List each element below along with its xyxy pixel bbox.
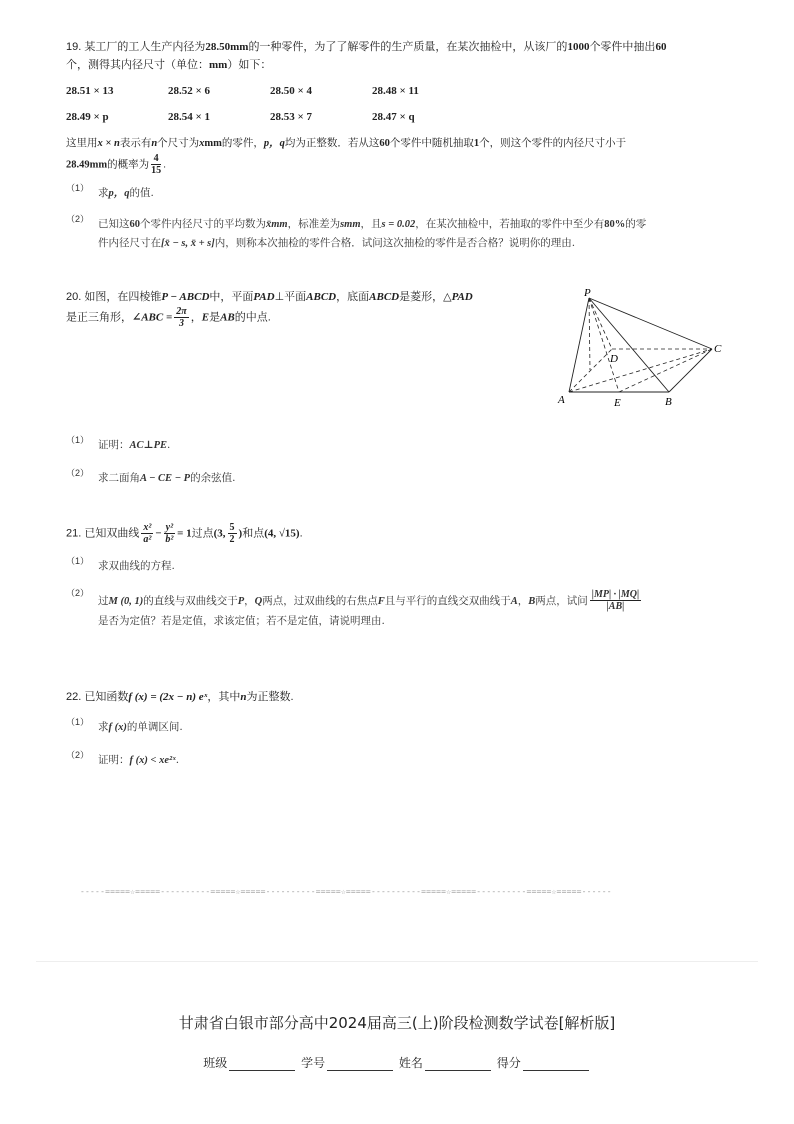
q19-data-cell: 28.52 × 6 [168, 85, 211, 97]
q19-total: 1000 [567, 41, 590, 53]
q21-subquestion-1 [66, 557, 726, 575]
q22-text: 为正整数. [246, 691, 294, 703]
q22-subquestion-2 [66, 751, 726, 770]
q19-text: 均为正整数．若从这 [284, 137, 380, 149]
fraction-numerator: x² [143, 522, 152, 533]
q22-math: n [240, 691, 247, 703]
fraction-numerator: 5 [229, 522, 235, 533]
subquestion-number: （1） [66, 183, 90, 193]
q19-math: 60 [379, 138, 390, 149]
q21-frac-point [228, 522, 237, 545]
q19-data-row-2 [66, 108, 726, 126]
edge-P-foot [589, 298, 590, 370]
q20-text: 是正三角形， [66, 311, 132, 324]
q20-math: P − ABCD [161, 291, 210, 303]
vertex-label-D: D [610, 353, 618, 365]
q19-sub2-text: 已知这 [98, 218, 130, 230]
q20-sub1-math: AC⊥PE [129, 440, 168, 451]
q21-math: − [155, 527, 162, 540]
vertex-label-P: P [584, 287, 591, 299]
q21-math: (3, [213, 527, 226, 540]
q21-sub2-text: ， [244, 594, 255, 607]
q22-sub2-math: f (x) < xe²ˣ [129, 755, 176, 766]
q22-sub1-text: 的单调区间. [126, 721, 183, 733]
q21-text: . [299, 527, 303, 540]
q19-math: 28.49mm [66, 159, 108, 171]
student-id-label: 学号 [301, 1056, 326, 1070]
q19-text: 个，则这个零件的内径尺寸小于 [479, 137, 627, 149]
student-id-blank[interactable] [327, 1058, 393, 1071]
student-info-fields [0, 1054, 794, 1071]
q21-sub2-math: M (0, 1) [108, 595, 144, 607]
q19-math: x × n [97, 138, 120, 149]
q21-sub2-text: 是否为定值？若是定值，求该定值；若不是定值，请说明理由. [98, 615, 385, 627]
q20-text: 的中点. [234, 311, 271, 324]
q20-sub1-text: 证明： [98, 439, 130, 451]
q21-math: (4, √15) [264, 527, 300, 540]
q20-subquestions [66, 432, 726, 488]
q21-math: ) [238, 527, 243, 540]
edge-PA [569, 298, 589, 392]
q19-math: p，q [263, 138, 285, 149]
q19-text: 的一种零件，为了了解零件的生产质量，在某次抽检中，从该厂的 [248, 41, 568, 53]
page-separator [36, 961, 758, 962]
class-blank[interactable] [229, 1058, 295, 1071]
q19-sub2-text: 内，则称本次抽检的零件合格．试问这次抽检的零件是否合格？说明你的理由. [214, 237, 576, 249]
q21-text: 过点 [191, 527, 214, 540]
q19-text: 个尺寸为 [157, 137, 200, 149]
q19-math: 1 [473, 138, 480, 149]
q19-data-cell: 28.51 × 13 [66, 85, 114, 97]
q19-probability-fraction [151, 153, 161, 176]
q22-sub2-text: 证明： [98, 754, 130, 766]
q21-sub2-text: 且与平行的直线交双曲线于 [384, 594, 511, 607]
edge-PB [589, 298, 669, 392]
class-label: 班级 [203, 1056, 228, 1070]
question-21-stem [66, 522, 726, 545]
q19-sub2-text: 件内径尺寸在 [98, 237, 161, 249]
q21-sub2-text: 过 [98, 594, 109, 607]
question-20 [66, 288, 546, 329]
q19-unit: mm [209, 59, 228, 71]
fraction-numerator: 2π [176, 306, 187, 317]
question-22 [66, 688, 726, 770]
q20-math: ABCD [306, 291, 337, 303]
fraction-denominator: b² [165, 534, 174, 545]
q20-sub2-text: 求二面角 [98, 472, 140, 484]
name-label: 姓名 [398, 1056, 423, 1070]
score-label: 得分 [496, 1056, 521, 1070]
vertex-label-C: C [714, 343, 722, 355]
q21-sub2-math: A [510, 595, 518, 607]
q22-sub1-text: 求 [98, 721, 109, 733]
edge-PE [589, 298, 619, 392]
q19-text: 的零件， [221, 137, 264, 149]
fraction-denominator: a² [143, 534, 152, 545]
subquestion-number: （1） [66, 435, 90, 445]
q19-sub1-math: p，q [108, 188, 130, 199]
q21-math: = 1 [177, 527, 192, 540]
q21-sub2-text: 两点，试问 [535, 594, 588, 607]
q19-sub1-text: 的值. [129, 187, 154, 199]
name-blank[interactable] [425, 1058, 491, 1071]
q20-subquestion-1 [66, 436, 726, 455]
q19-sub2-math: [x̄ − s, x̄ + s] [161, 238, 215, 249]
fraction-denominator: 3 [178, 318, 184, 329]
q20-math: ∠ABC = [132, 311, 173, 324]
fraction-denominator: 15 [151, 165, 162, 176]
fraction-denominator: |AB| [606, 601, 625, 612]
q20-text: ， [190, 311, 202, 324]
q20-math: E [201, 311, 210, 324]
q19-sub2-math: x̄mm [266, 219, 288, 230]
cut-line-divider: -----=====☆=====----------=====☆=====----------=====☆=====----------=====☆=====----------=====☆=====------ [80, 887, 612, 896]
question-19 [66, 38, 726, 253]
q20-math: ABCD [369, 291, 400, 303]
q19-data-cell: 28.54 × 1 [168, 111, 211, 123]
q20-sub2-math: A − CE − P [140, 473, 191, 484]
score-blank[interactable] [523, 1058, 589, 1071]
q20-text: 20. 如图，在四棱锥 [66, 291, 162, 303]
subquestion-number: （2） [66, 588, 90, 598]
q19-sub1-text: 求 [98, 187, 109, 199]
q19-text: 的概率为 [107, 158, 150, 171]
q20-math: ⊥ [274, 291, 285, 303]
q19-explanation [66, 134, 726, 176]
subquestion-number: （2） [66, 214, 90, 224]
q19-data-cell: 28.47 × q [372, 111, 415, 123]
q21-sub2-text: 的直线与双曲线交于 [143, 594, 238, 607]
q19-text: 个零件中随机抽取 [389, 137, 474, 149]
exam-title: 甘肃省白银市部分高中2024届高三(上)阶段检测数学试卷[解析版] [178, 1014, 616, 1032]
q19-sub2-math: 80% [604, 219, 626, 230]
q19-text: 这里用 [66, 137, 98, 149]
q21-text: 21. 已知双曲线 [66, 527, 140, 540]
q21-subquestion-2 [66, 589, 726, 630]
q19-text: ）如下： [227, 59, 272, 71]
q21-sub2-math: B [528, 595, 536, 607]
q19-sub2-text: ，在某次抽检中，若抽取的零件中至少有 [415, 218, 605, 230]
q20-math: AB [220, 311, 235, 324]
q19-text: 19. 某工厂的工人生产内径为 [66, 41, 206, 53]
q21-frac-y [164, 522, 175, 545]
q19-data-cell: 28.49 × p [66, 111, 109, 123]
fraction-numerator: 4 [151, 153, 161, 165]
q19-diameter: 28.50mm [205, 41, 249, 53]
q21-sub2-text: 两点，过双曲线的右焦点 [262, 594, 378, 607]
q19-sub2-text: ，且 [360, 218, 382, 230]
question-21 [66, 522, 726, 630]
q20-sub2-text: 的余弦值. [190, 472, 236, 484]
q21-sub2-text: ， [517, 594, 529, 607]
q21-sub2-math: Q [254, 595, 263, 607]
vertex-label-B: B [665, 396, 672, 408]
question-20-stem [66, 288, 546, 329]
q19-subquestion-1 [66, 184, 726, 203]
q19-sub2-text: ，标准差为 [287, 218, 341, 230]
q21-text: 和点 [242, 527, 265, 540]
q20-sub1-text: . [167, 439, 171, 451]
q19-math: mm [204, 138, 222, 149]
subquestion-number: （1） [66, 717, 90, 727]
question-19-stem [66, 38, 726, 74]
subquestion-number: （2） [66, 468, 90, 478]
q21-sub2-math: P [237, 595, 245, 607]
q22-sub1-math: f (x) [108, 722, 127, 733]
q22-text: ，其中 [207, 691, 241, 703]
q20-math: △PAD [443, 291, 473, 303]
q19-text: 个零件中抽出 [589, 41, 656, 53]
q20-text: 是菱形， [399, 291, 444, 303]
q19-math: n [151, 138, 158, 149]
q22-text: 22. 已知函数 [66, 691, 129, 703]
fraction-numerator: |MP| · |MQ| [591, 589, 640, 600]
subquestion-number: （2） [66, 750, 90, 760]
q19-data-cell: 28.50 × 4 [270, 85, 313, 97]
q19-data-cell: 28.53 × 7 [270, 111, 313, 123]
fraction-denominator: 2 [229, 534, 235, 545]
q19-sample: 60 [655, 41, 667, 53]
q21-sub2-math: F [377, 595, 385, 607]
edge-EC [619, 349, 712, 392]
q19-sub2-math: s = 0.02 [381, 219, 416, 230]
q19-sub2-math: 60 [129, 219, 140, 230]
vertex-label-E: E [614, 397, 621, 409]
q19-data-row-1 [66, 82, 726, 100]
pyramid-figure [552, 286, 732, 412]
q21-ratio-fraction [590, 589, 641, 612]
q20-subquestion-2 [66, 469, 726, 488]
q20-angle-fraction [174, 306, 188, 329]
q19-sub2-text: 个零件内径尺寸的平均数为 [140, 218, 266, 230]
q20-text: 中，平面 [209, 291, 254, 303]
q20-text: 平面 [284, 291, 307, 303]
q19-sub2-math: smm [340, 219, 361, 230]
q20-math: PAD [253, 291, 275, 303]
q19-data-cell: 28.48 × 11 [372, 85, 419, 97]
q21-frac-x [141, 522, 153, 545]
q22-sub2-text: . [175, 754, 180, 766]
q22-subquestion-1 [66, 718, 726, 737]
q19-text: . [163, 158, 167, 171]
q21-sub1-text: 求双曲线的方程. [98, 560, 175, 572]
subquestion-number: （1） [66, 556, 90, 566]
fraction-numerator: y² [165, 522, 174, 533]
question-22-stem [66, 688, 726, 706]
edge-PC [589, 298, 712, 349]
q19-subquestion-2 [66, 215, 726, 253]
q19-text: 个，测得其内径尺寸（单位： [66, 59, 209, 71]
vertex-label-A: A [558, 394, 565, 406]
q22-math: f (x) = (2x − n) eˣ [128, 691, 208, 703]
q20-text: 是 [209, 311, 221, 324]
q19-sub2-text: 的零 [625, 218, 647, 230]
q20-text: ，底面 [336, 291, 370, 303]
q19-math: x [199, 138, 205, 149]
q19-text: 表示有 [119, 137, 152, 149]
